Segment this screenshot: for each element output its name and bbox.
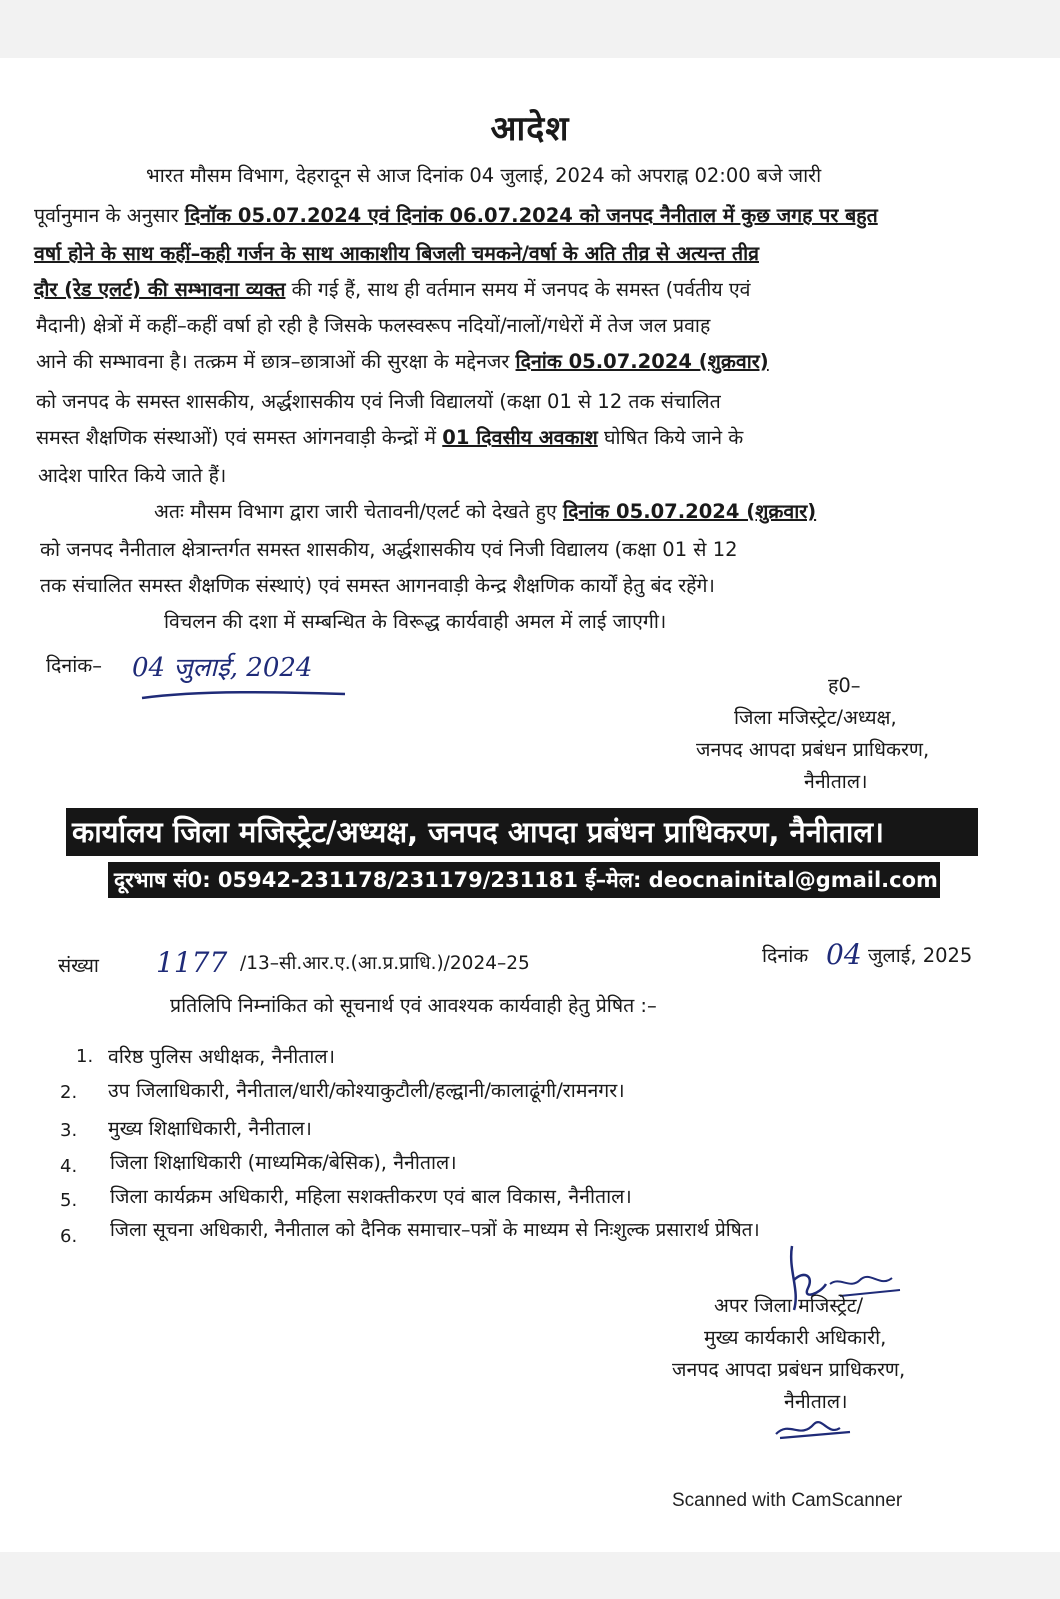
order-line-3: वर्षा होने के साथ कहीं–कही गर्जन के साथ आकाशीय बिजली चमकने/वर्षा के अति तीव्र से अत्यन्त तीव्र (34, 242, 759, 265)
scanner-watermark: Scanned with CamScanner (672, 1490, 903, 1511)
recipient-text: जिला कार्यक्रम अधिकारी, महिला सशक्तीकरण एवं बाल विकास, नैनीताल। (110, 1185, 632, 1208)
order-date-label: दिनांक– (46, 654, 103, 677)
dispatch-number-label: संख्या (58, 954, 99, 977)
recipient-text: जिला सूचना अधिकारी, नैनीताल को दैनिक समाचार–पत्रों के माध्यम से निःशुल्क प्रसारार्थ प्रेषित। (110, 1219, 760, 1241)
second-signatory-line-3: जनपद आपदा प्रबंधन प्राधिकरण, (672, 1358, 906, 1381)
recipient-number: 4. (60, 1156, 78, 1177)
order-line-7: को जनपद के समस्त शासकीय, अर्द्धशासकीय एवं निजी विद्यालयों (कक्षा 01 से 12 तक संचालित (36, 390, 721, 413)
order-line-4: दौर (रेड एलर्ट) की सम्भावना व्यक्त की गई हैं, साथ ही वर्तमान समय में जनपद के समस्त (पर्वतीय एवं (34, 278, 751, 301)
order-line-2: पूर्वानुमान के अनुसार दिनॉक 05.07.2024 एवं दिनांक 06.07.2024 को जनपद नैनीताल में कुछ जगह पर बहुत (34, 204, 878, 227)
recipient-number: 1. (76, 1046, 94, 1067)
order-line-6: आने की सम्भावना है। तत्क्रम में छात्र–छात्राओं की सुरक्षा के मद्देनजर दिनांक 05.07.2024 (शुक्रवार) (36, 350, 769, 373)
second-signatory-line-1: अपर जिला मजिस्ट्रेट/ (714, 1294, 864, 1317)
order-line-11: को जनपद नैनीताल क्षेत्रान्तर्गत समस्त शासकीय, अर्द्धशासकीय एवं निजी विद्यालय (कक्षा 01 से 12 (40, 538, 738, 561)
order-line-5: मैदानी) क्षेत्रों में कहीं–कहीं वर्षा हो रही है जिसके फलस्वरूप नदियों/नालों/गधेरों में तेज जल प्रवाह (36, 314, 711, 337)
second-signatory-line-2: मुख्य कार्यकारी अधिकारी, (704, 1326, 887, 1349)
dispatch-date-rest: जुलाई, 2025 (868, 944, 973, 967)
order-line-10: अतः मौसम विभाग द्वारा जारी चेतावनी/एलर्ट को देखते हुए दिनांक 05.07.2024 (शुक्रवार) (154, 500, 817, 523)
dispatch-date-handwritten: 04 (826, 938, 862, 971)
order-line-12: तक संचालित समस्त शैक्षणिक संस्थाएं) एवं समस्त आगनवाड़ी केन्द्र शैक्षणिक कार्यों हेतु बंद रहेंगे। (40, 574, 715, 597)
signatory-sign: ह0– (828, 674, 861, 697)
recipient-text: वरिष्ठ पुलिस अधीक्षक, नैनीताल। (108, 1045, 336, 1068)
recipient-number: 5. (60, 1190, 78, 1211)
initial-mark (770, 1410, 860, 1444)
dispatch-number-ref: /13–सी.आर.ए.(आ.प्र.प्राधि.)/2024–25 (240, 953, 530, 974)
signatory-line-3: नैनीताल। (804, 770, 868, 793)
order-date-handwritten: 04 जुलाई, 2024 (132, 653, 313, 683)
dispatch-intro: प्रतिलिपि निम्नांकित को सूचनार्थ एवं आवश्यक कार्यवाही हेतु प्रेषित :– (170, 994, 657, 1017)
dispatch-date-label: दिनांक (762, 944, 809, 967)
recipient-number: 3. (60, 1120, 78, 1141)
order-title: आदेश (490, 109, 570, 149)
recipient-number: 2. (60, 1082, 78, 1103)
office-contact-banner: दूरभाष सं0: 05942-231178/231179/231181 ई–मेल: deocnainital@gmail.com (108, 862, 940, 898)
order-line-1: भारत मौसम विभाग, देहरादून से आज दिनांक 04 जुलाई, 2024 को अपराह्न 02:00 बजे जारी (146, 164, 822, 187)
dispatch-number-handwritten: 1177 (156, 946, 228, 979)
recipient-text: उप जिलाधिकारी, नैनीताल/धारी/कोश्याकुटौली/हल्द्वानी/कालाढूंगी/रामनगर। (108, 1079, 625, 1102)
order-line-8: समस्त शैक्षणिक संस्थाओं) एवं समस्त आंगनवाड़ी केन्द्रों में 01 दिवसीय अवकाश घोषित किये जाने के (36, 426, 744, 449)
recipient-text: मुख्य शिक्षाधिकारी, नैनीताल। (108, 1117, 312, 1140)
signatory-line-1: जिला मजिस्ट्रेट/अध्यक्ष, (734, 706, 897, 729)
recipient-text: जिला शिक्षाधिकारी (माध्यमिक/बेसिक), नैनीताल। (110, 1151, 457, 1174)
order-line-13: विचलन की दशा में सम्बन्धित के विरूद्ध कार्यवाही अमल में लाई जाएगी। (164, 610, 667, 633)
date-underline-stroke (140, 686, 350, 706)
second-signatory-line-4: नैनीताल। (784, 1390, 848, 1413)
office-banner: कार्यालय जिला मजिस्ट्रेट/अध्यक्ष, जनपद आपदा प्रबंधन प्राधिकरण, नैनीताल। (66, 808, 978, 856)
recipient-number: 6. (60, 1226, 78, 1247)
signatory-line-2: जनपद आपदा प्रबंधन प्राधिकरण, (696, 738, 930, 761)
order-line-9: आदेश पारित किये जाते हैं। (38, 464, 227, 487)
